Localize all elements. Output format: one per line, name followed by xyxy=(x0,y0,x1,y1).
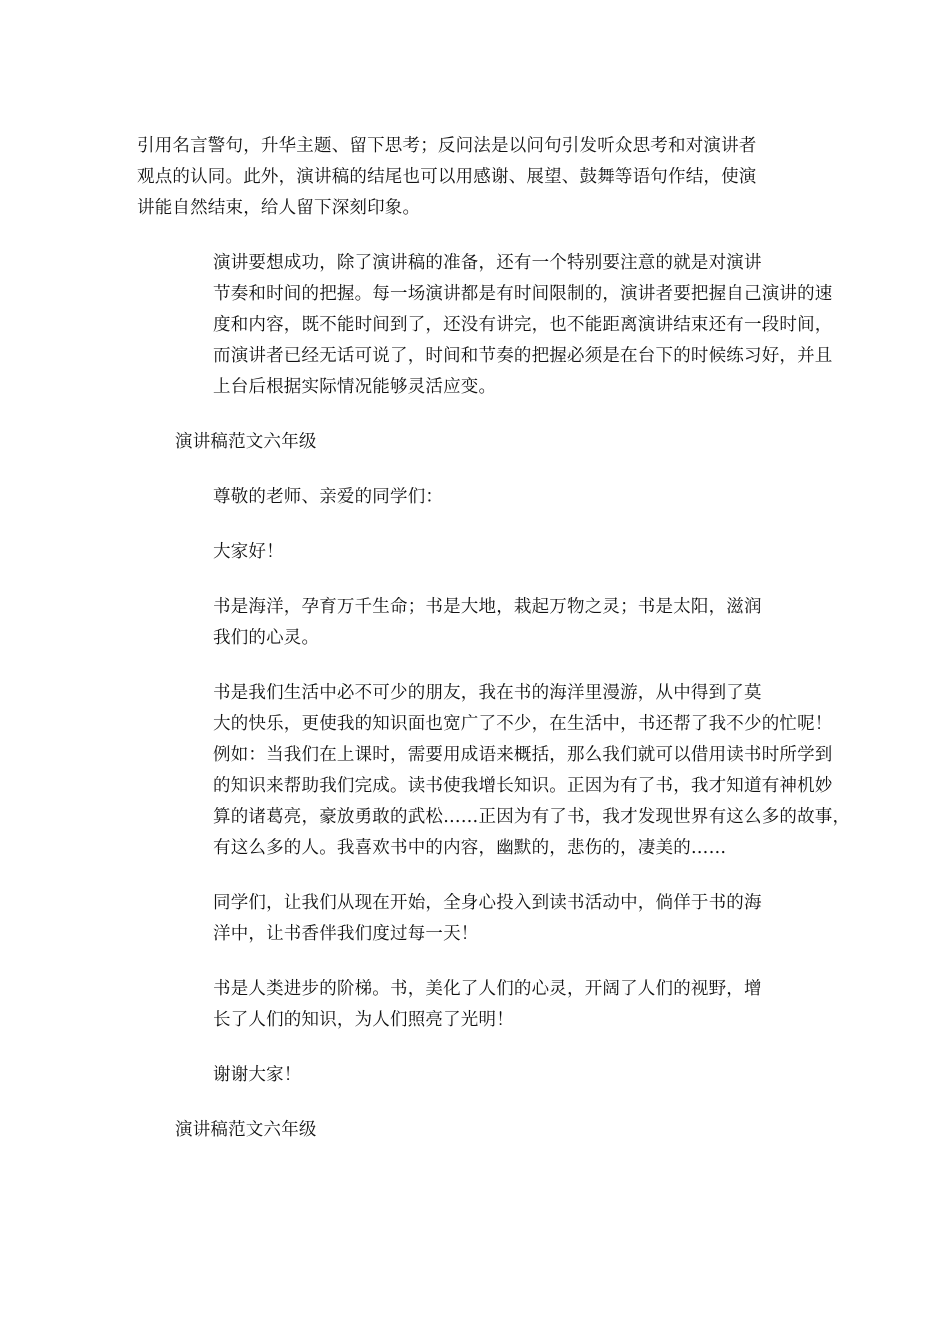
text-line: 演讲要想成功，除了演讲稿的准备，还有一个特别要注意的就是对演讲 xyxy=(213,253,762,273)
paragraph-call-to-read xyxy=(137,888,819,950)
paragraph-salutation xyxy=(137,482,819,513)
text-line: 书是海洋，孕育万千生命；书是大地，栽起万物之灵；书是太阳，滋润 xyxy=(213,597,762,617)
text-line: 大的快乐，更使我的知识面也宽广了不少，在生活中，书还帮了我不少的忙呢！ xyxy=(213,714,833,734)
paragraph-rhythm-and-time xyxy=(137,248,833,403)
section-heading xyxy=(137,1115,819,1146)
document-body xyxy=(137,131,851,1170)
text-line: 书是人类进步的阶梯。书，美化了人们的心灵，开阔了人们的视野，增 xyxy=(213,979,762,999)
text-line: 同学们，让我们从现在开始，全身心投入到读书活动中，倘佯于书的海 xyxy=(213,893,762,913)
text-line: 我们的心灵。 xyxy=(213,628,320,648)
text-line: 有这么多的人。我喜欢书中的内容，幽默的，悲伤的，凄美的…… xyxy=(213,838,727,858)
text-line: 观点的认同。此外，演讲稿的结尾也可以用感谢、展望、鼓舞等语句作结，使演 xyxy=(137,167,757,187)
text-line: 尊敬的老师、亲爱的同学们： xyxy=(213,487,444,507)
text-line: 大家好！ xyxy=(213,542,284,562)
paragraph-book-metaphors xyxy=(137,592,819,654)
section-heading xyxy=(137,427,819,458)
text-line: 洋中，让书香伴我们度过每一天！ xyxy=(213,924,479,944)
text-line: 节奏和时间的把握。每一场演讲都是有时间限制的，演讲者要把握自己演讲的速 xyxy=(213,284,833,304)
paragraph-greeting xyxy=(137,537,819,568)
heading-text: 演讲稿范文六年级 xyxy=(175,432,317,452)
text-line: 算的诸葛亮，豪放勇敢的武松……正因为有了书，我才发现世界有这么多的故事， xyxy=(213,807,851,827)
text-line: 而演讲者已经无话可说了，时间和节奏的把握必须是在台下的时候练习好，并且 xyxy=(213,346,833,366)
text-line: 度和内容，既不能时间到了，还没有讲完，也不能距离演讲结束还有一段时间， xyxy=(213,315,833,335)
paragraph-thanks xyxy=(137,1060,819,1091)
heading-text: 演讲稿范文六年级 xyxy=(175,1120,317,1140)
text-line: 长了人们的知识，为人们照亮了光明！ xyxy=(213,1010,514,1030)
text-line: 例如：当我们在上课时，需要用成语来概括，那么我们就可以借用读书时所学到 xyxy=(213,745,833,765)
text-line: 谢谢大家！ xyxy=(213,1065,302,1085)
text-line: 引用名言警句，升华主题、留下思考；反问法是以问句引发听众思考和对演讲者 xyxy=(137,136,757,156)
paragraph-books-as-friends xyxy=(137,678,851,864)
paragraph-books-ladder xyxy=(137,974,819,1036)
text-line: 的知识来帮助我们完成。读书使我增长知识。正因为有了书，我才知道有神机妙 xyxy=(213,776,833,796)
text-line: 讲能自然结束，给人留下深刻印象。 xyxy=(137,198,421,218)
text-line: 上台后根据实际情况能够灵活应变。 xyxy=(213,377,497,397)
paragraph-speech-ending xyxy=(137,131,819,224)
text-line: 书是我们生活中必不可少的朋友，我在书的海洋里漫游，从中得到了莫 xyxy=(213,683,762,703)
